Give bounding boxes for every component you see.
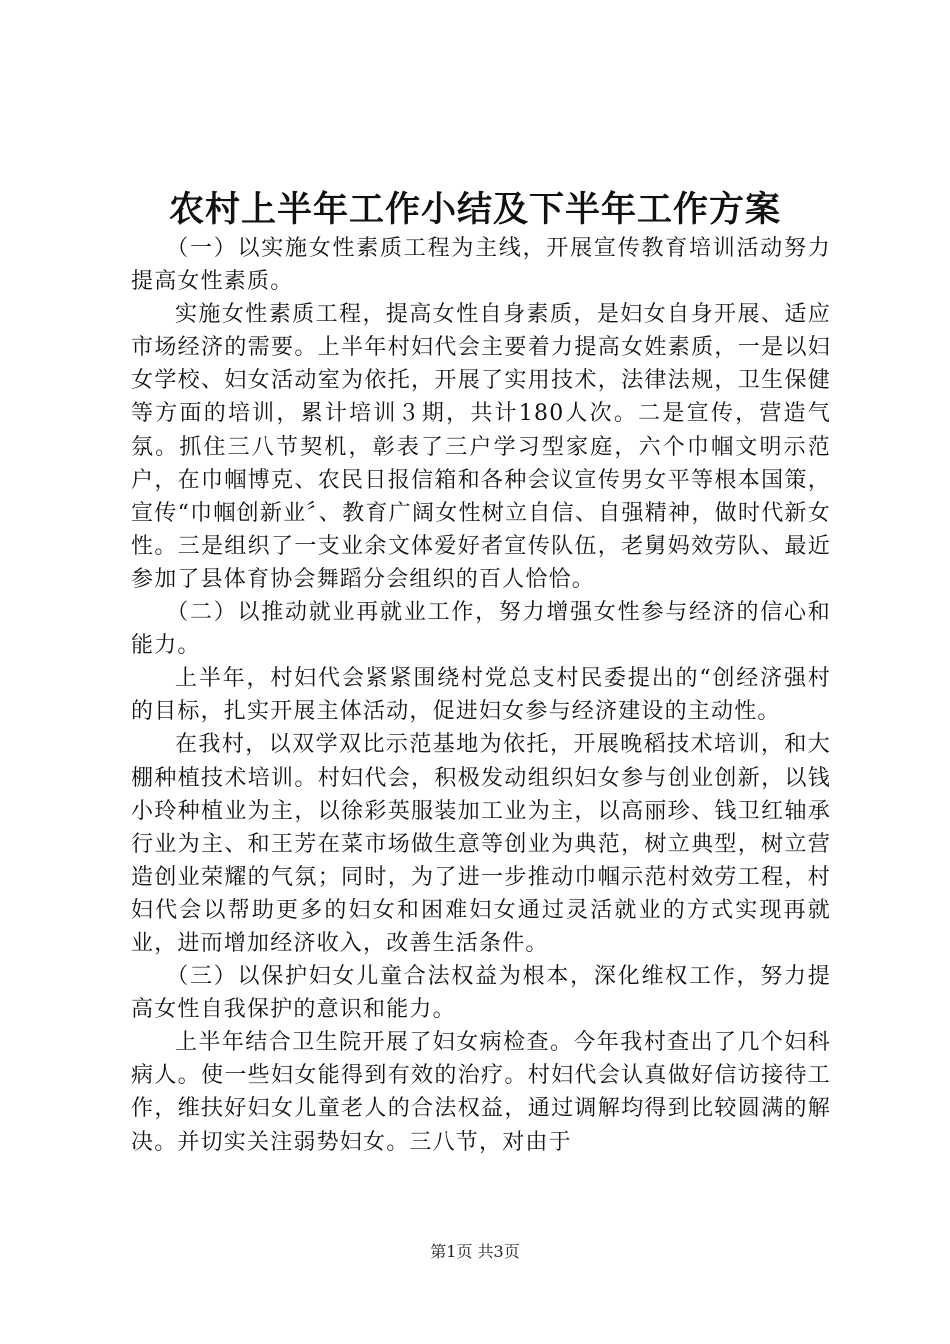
paragraph: 在我村，以双学双比示范基地为依托，开展晚稻技术培训，和大棚种植技术培训。村妇代会，积极发动组织妇女参与创业创新，以钱小玲种植业为主，以徐彩英服装加工业为主，以高丽珍、钱卫红轴承行业为主、和王芳在菜市场做生意等创业为典范，树立典型，树立营造创业荣耀的气氛；同时，为了进一步推动巾帼示范村效劳工程，村妇代会以帮助更多的妇女和困难妇女通过灵活就业的方式实现再就业，进而增加经济收入，改善生活条件。 [131,732,831,956]
document-body [131,232,831,1159]
paragraph: 上半年，村妇代会紧紧围绕村党总支村民委提出的“创经济强村的目标，扎实开展主体活动，促进妇女参与经济建设的主动性。 [131,666,831,725]
page-title: 农村上半年工作小结及下半年工作方案 [168,189,781,230]
paragraph: 上半年结合卫生院开展了妇女病检查。今年我村查出了几个妇科病人。使一些妇女能得到有效的治疗。村妇代会认真做好信访接待工作，维扶好妇女儿童老人的合法权益，通过调解均得到比较圆满的解决。并切实关注弱势妇女。三八节，对由于 [131,1030,831,1155]
section-heading-2: （二）以推动就业再就业工作，努力增强女性参与经济的信心和能力。 [131,600,831,659]
page-number-footer: 第1页 共3页 [430,1242,520,1261]
section-heading-1: （一）以实施女性素质工程为主线，开展宣传教育培训活动努力提高女性素质。 [131,236,831,295]
section-heading-3: （三）以保护妇女儿童合法权益为根本，深化维权工作，努力提高女性自我保护的意识和能力。 [131,964,831,1023]
paragraph: 实施女性素质工程，提高女性自身素质，是妇女自身开展、适应市场经济的需要。上半年村妇代会主要着力提高女姓素质，一是以妇女学校、妇女活动室为依托，开展了实用技术，法律法规，卫生保健等方面的培训，累计培训３期，共计180人次。二是宣传，营造气氛。抓住三八节契机，彰表了三户学习型家庭，六个巾帼文明示范户，在巾帼博克、农民日报信箱和各种会议宣传男女平等根本国策，宣传“巾帼创新业〞、教育广阔女性树立自信、自强精神，做时代新女性。三是组织了一支业余文体爱好者宣传队伍，老舅妈效劳队、最近参加了县体育协会舞蹈分会组织的百人恰恰。 [131,302,831,592]
